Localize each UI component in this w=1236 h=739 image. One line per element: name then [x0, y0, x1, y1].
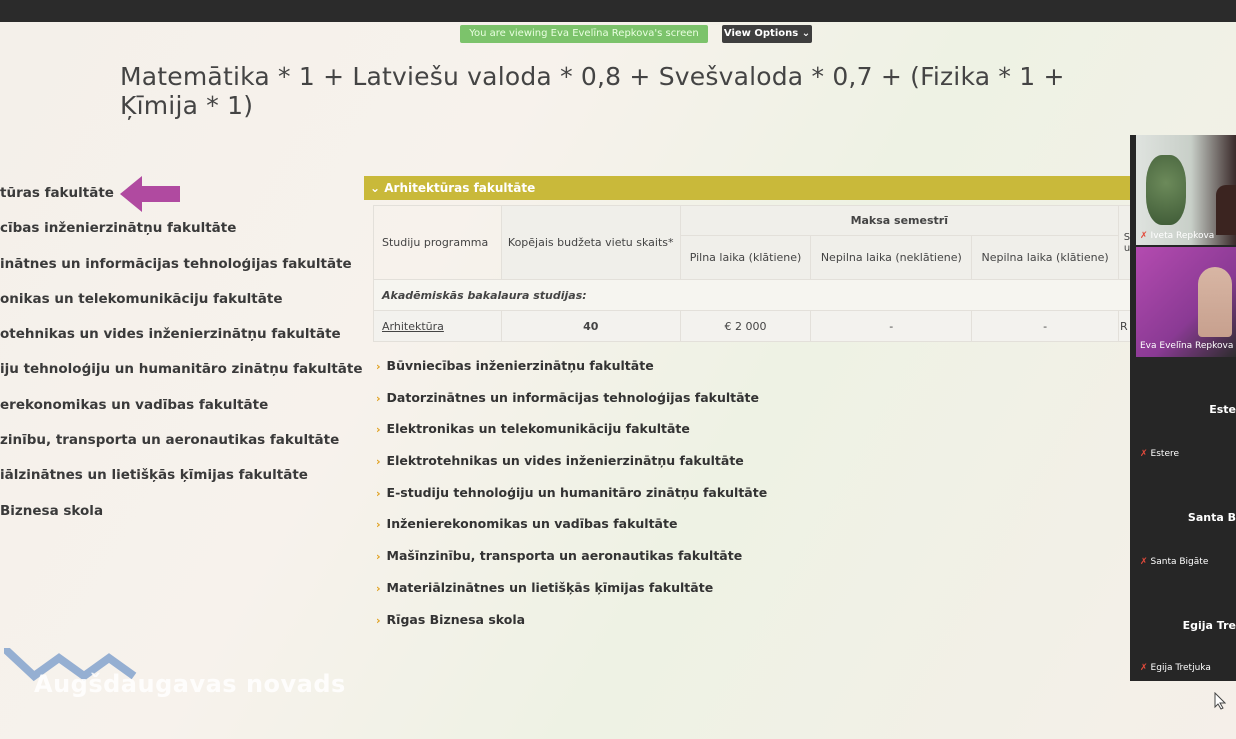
- participant-name-tile: [1140, 557, 1208, 567]
- col-header-part-full: Nepilna laika (klātiene): [972, 236, 1119, 280]
- formula-heading: Matemātika * 1 + Latviešu valoda * 0,8 + Svešvaloda * 0,7 + (Fizika * 1 + Ķīmija * 1): [120, 62, 1065, 120]
- chevron-right-icon: ›: [376, 391, 381, 405]
- plant-icon: [1146, 155, 1186, 225]
- mouse-cursor-icon: [1214, 692, 1226, 710]
- fee-full-cell: € 2 000: [680, 311, 811, 342]
- faculty-accordion-list: [376, 352, 1136, 637]
- chevron-right-icon: ›: [376, 518, 381, 532]
- accordion-item[interactable]: [376, 415, 1136, 447]
- side-list-item[interactable]: iju tehnoloģiju un humanitāro zinātņu fakultāte: [0, 361, 363, 378]
- accordion-item-label: Datorzinātnes un informācijas tehnoloģijas fakultāte: [386, 389, 760, 405]
- accordion-item-label: Elektronikas un telekomunikāciju fakultāte: [386, 421, 690, 437]
- accordion-item-label: Rīgas Biznesa skola: [386, 611, 526, 627]
- participant-name-tile: [1140, 341, 1233, 351]
- accordion-item[interactable]: [376, 542, 1136, 574]
- participant-name-tile: [1140, 663, 1211, 673]
- col-header-cut-s: S: [1123, 231, 1131, 243]
- accordion-item-label: Būvniecības inženierzinātņu fakultāte: [386, 358, 654, 373]
- side-list-item[interactable]: zinību, transporta un aeronautikas fakultāte: [0, 432, 340, 449]
- avatar: [1198, 267, 1232, 337]
- side-list-item[interactable]: otehnikas un vides inženierzinātņu fakultāte: [0, 326, 341, 343]
- muted-mic-icon: ✗: [1140, 231, 1148, 241]
- muted-mic-icon: ✗: [1140, 557, 1148, 567]
- section-label: Akadēmiskās bakalaura studijas:: [374, 280, 1136, 311]
- participant-tile[interactable]: [1136, 579, 1236, 679]
- chevron-right-icon: ›: [376, 581, 381, 595]
- side-list-item[interactable]: Biznesa skola: [0, 502, 104, 519]
- participant-name: Estere: [1150, 449, 1180, 459]
- chevron-right-icon: ›: [376, 550, 381, 564]
- side-list-item[interactable]: inātnes un informācijas tehnoloģijas fakultāte: [0, 255, 352, 272]
- side-list-item[interactable]: cības inženierzinātņu fakultāte: [0, 220, 237, 237]
- col-header-cut-u: u: [1123, 242, 1131, 254]
- program-link[interactable]: Arhitektūra: [374, 311, 502, 342]
- chevron-right-icon: ›: [376, 360, 381, 373]
- screen-share-banner: You are viewing Eva Evelīna Repkova's screen: [460, 25, 708, 43]
- participant-name: Iveta Repkova: [1150, 231, 1215, 241]
- participant-tile[interactable]: [1136, 361, 1236, 469]
- accordion-item-label: Mašīnzinību, transporta un aeronautikas fakultāte: [386, 548, 743, 564]
- avatar: [1216, 185, 1236, 235]
- muted-mic-icon: ✗: [1140, 449, 1148, 459]
- side-list-item[interactable]: onikas un telekomunikāciju fakultāte: [0, 290, 283, 307]
- chevron-right-icon: ›: [376, 423, 381, 437]
- cut-cell: R: [1118, 311, 1135, 342]
- accordion-item-label: E-studiju tehnoloģiju un humanitāro zinātņu fakultāte: [386, 484, 768, 500]
- participant-name: Santa Bigāte: [1150, 557, 1209, 567]
- chevron-down-icon: ⌄: [370, 181, 381, 195]
- accordion-item[interactable]: [376, 574, 1136, 606]
- faculty-side-list: [0, 176, 363, 529]
- participant-name-tile: [1140, 231, 1214, 241]
- participant-name: Egija Tretjuka: [1150, 663, 1211, 673]
- accordion-header-open[interactable]: [364, 176, 1136, 200]
- muted-mic-icon: ✗: [1140, 663, 1148, 673]
- left-arrow-icon: [120, 174, 180, 214]
- participant-big-label: Este: [1209, 403, 1236, 416]
- accordion-item-label: Elektrotehnikas un vides inženierzinātņu fakultāte: [386, 453, 744, 469]
- watermark-text: Augšdaugavas novads: [34, 670, 346, 698]
- participant-video-tile[interactable]: [1136, 135, 1236, 245]
- side-list-item[interactable]: tūras fakultāte: [0, 185, 114, 201]
- view-options-button[interactable]: [722, 25, 812, 43]
- accordion-item[interactable]: [376, 384, 1136, 416]
- participant-video-tile[interactable]: [1136, 247, 1236, 357]
- chevron-right-icon: ›: [376, 613, 381, 627]
- accordion-item-label: Materiālzinātnes un lietišķās ķīmijas fakultāte: [386, 579, 714, 595]
- col-header-full-time: Pilna laika (klātiene): [680, 236, 811, 280]
- participant-name: Eva Evelīna Repkova: [1140, 341, 1234, 351]
- participant-name-tile: [1140, 449, 1179, 459]
- col-header-fee-group: Maksa semestrī: [680, 206, 1118, 236]
- chevron-right-icon: ›: [376, 486, 381, 500]
- accordion-item-label: Inženierekonomikas un vadības fakultāte: [386, 516, 678, 532]
- participant-big-label: Santa B: [1187, 511, 1236, 524]
- accordion-item[interactable]: [376, 606, 1136, 638]
- accordion-item[interactable]: [376, 447, 1136, 479]
- chevron-down-icon: ⌄: [801, 28, 811, 39]
- col-header-part-distance: Nepilna laika (neklātiene): [811, 236, 972, 280]
- chevron-right-icon: ›: [376, 455, 381, 469]
- accordion-item[interactable]: [376, 479, 1136, 511]
- side-list-item[interactable]: iālzinātnes un lietišķās ķīmijas fakultāte: [0, 467, 308, 484]
- fee-part-full-cell: -: [972, 311, 1119, 342]
- accordion-title: Arhitektūras fakultāte: [384, 181, 536, 195]
- participant-tile[interactable]: [1136, 471, 1236, 577]
- view-options-label: View Options: [723, 28, 799, 39]
- fee-part-distance-cell: -: [811, 311, 972, 342]
- top-bar: [0, 0, 1236, 22]
- participants-panel: [1130, 135, 1236, 681]
- side-list-item[interactable]: erekonomikas un vadības fakultāte: [0, 396, 269, 413]
- accordion-item[interactable]: [376, 510, 1136, 542]
- col-header-budget: Kopējais budžeta vietu skaits*: [501, 206, 680, 280]
- col-header-program: Studiju programma: [374, 206, 502, 280]
- accordion-item[interactable]: [376, 352, 1136, 384]
- program-table: [373, 205, 1136, 342]
- participant-big-label: Egija Tre: [1182, 619, 1236, 632]
- table-row: [374, 311, 1136, 342]
- budget-cell: 40: [501, 311, 680, 342]
